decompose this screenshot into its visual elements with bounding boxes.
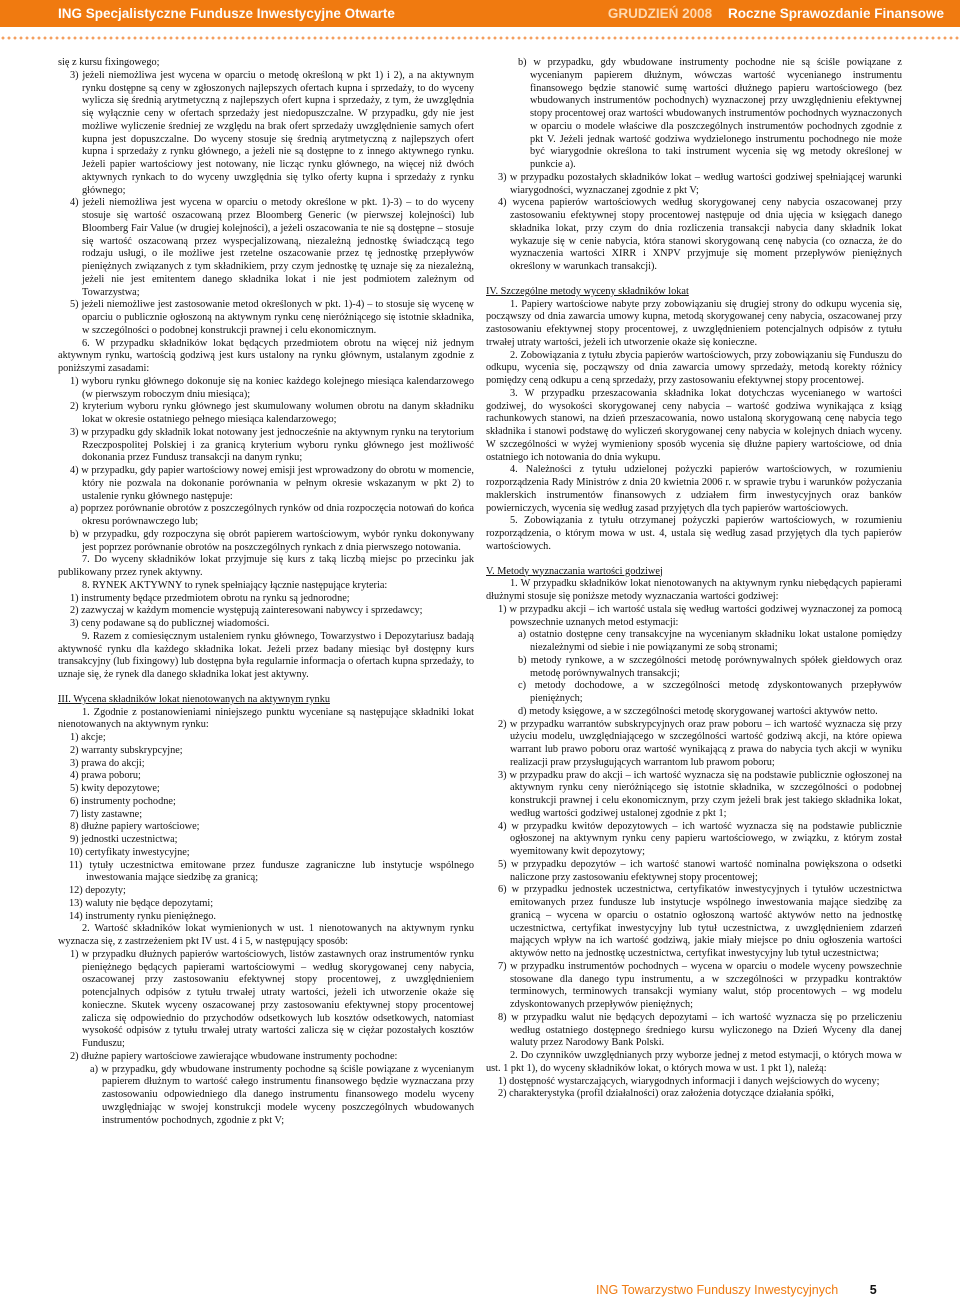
paragraph: 5. Zobowiązania z tytułu otrzymanej pożyczki papierów wartościowych, w rozumieniu rozporządzenia, o którym mowa w ust. 4, ustala się według zasad przyjętych dla tych papierów wartościowych. <box>486 515 902 552</box>
list-item: 6) instrumenty pochodne; <box>70 795 176 807</box>
paragraph: 2. Zobowiązania z tytułu zbycia papierów wartościowych, przy zobowiązaniu się Funduszu do odkupu, wycenia się, począwszy od dnia zawarcia umowy sprzedaży, metodą korekty różnicy pomiędzy ceną odkupu a ceną sprzedaży, przy zastosowaniu efektywnej stopy procentowej. <box>486 349 902 386</box>
list-item: 6) w przypadku jednostek uczestnictwa, certyfikatów inwestycyjnych i tytułów uczestnictwa emitowanych przez fundusze lub instytucje wspólnego inwestowania mające siedzibę za granicą – wycena w oparciu o ostatnio ogłoszoną wartość aktywów netto na jednostkę uczestnictwa, certyfikat inwestycyjny lub tytuł uczestnictwa, z uwzględnieniem zdarzeń mających wpływ na ich wartość godziwą, jakie miały miejsce po dniu ogłoszenia wartości aktywów netto na jednostkę uczestnictwa, certyfikat inwestycyjny lub tytuł uczestnictwa; <box>498 884 902 959</box>
paragraph: 3. W przypadku przeszacowania składnika lokat dotychczas wycenianego w wartości godziwej, do wysokości skorygowanej ceny nabycia – wartość godziwa wynikająca z ksiąg rachunkowych stanowi, na dzień przeszacowania, nowo ustaloną skorygowaną cenę nabycia tego składnika i stanowi podstawę do wyliczeń skorygowanej ceny nabycia w kolejnych dniach wyceny. W szczególności w wyżej wymieniony sposób wycenia się dłużne papiery wartościowe, od dnia ostatniego ich notowania do dnia wykupu. <box>486 387 902 463</box>
list-item: 3) ceny podawane są do publicznej wiadomości. <box>70 618 270 629</box>
list-item: 4) w przypadku kwitów depozytowych – ich wartość wyznacza się na podstawie publicznie ogłoszonej na aktywnym rynku ceny papieru wartościowego, w związku, z którym został wyemitowany kwit depozytowy; <box>498 820 902 857</box>
sub-list-item: b) w przypadku, gdy wbudowane instrumenty pochodne nie są ściśle powiązane z wycenianym papierem dłużnym, wówczas wartość wycenianego instrumentu finansowego będzie stanowić sumę wartości dłużnego papieru wartościowego (bez wbudowanych instrumentów pochodnych) wyznaczonej przy uwzględnieniu efektywnej stopy procentowej oraz wartości wbudowanych instrumentów pochodnych wyznaczonych w oparciu o modele właściwe dla poszczególnych instrumentów pochodnych zgodnie z pkt V. Jeżeli jednak wartość godziwa wydzielonego instrumentu pochodnego nie może być wiarygodnie określona to taki instrument wycenia się wg metody określonej w punkcie a). <box>518 57 903 170</box>
report-header-bar <box>0 0 960 27</box>
list-item: 2) dłużne papiery wartościowe zawierające wbudowane instrumenty pochodne: <box>70 1050 398 1062</box>
list-item: 12) depozyty; <box>69 885 126 896</box>
list-item: 8) w przypadku walut nie będących depozytami – ich wartość wyznacza się po przeliczeniu według ostatniego dostępnego średniego kursu wyliczonego na Dzień Wyceny dla danej waluty przez Narodowy Bank Polski. <box>498 1011 902 1049</box>
list-item: 8) dłużne papiery wartościowe; <box>70 821 200 833</box>
list-item: 13) waluty nie będące depozytami; <box>69 897 214 909</box>
sub-list-item: a) w przypadku, gdy wbudowane instrumenty pochodne są ściśle powiązane z wycenianym papierem dłużnym to wartość całego instrumentu finansowego będzie wyznaczana przy zastosowaniu odpowiedniego dla danego instrumentu finansowego modelu wyceny uwzględniając w swojej konstrukcji modele wyceny poszczególnych wbudowanych instrumentów pochodnych, zgodnie z pkt V; <box>90 1063 474 1126</box>
list-item: 3) prawa do akcji; <box>70 757 145 769</box>
paragraph: 1. Papiery wartościowe nabyte przy zobowiązaniu się drugiej strony do odkupu wycenia się, począwszy od dnia zawarcia umowy kupna, metodą skorygowanej ceny nabycia, oszacowanej przy zastosowaniu efektywnej stopy procentowej, z uwzględnieniem potencjalnych odpisów z tytułu trwałej utraty wartości, jeżeli ich utworzenie okaże się konieczne. <box>486 298 902 348</box>
paragraph: 2. Do czynników uwzględnianych przy wyborze jednej z metod estymacji, o których mowa w ust. 1 pkt 1), do wyceny składników lokat, o których mowa w ust. 1 pkt 1), należą: <box>486 1050 902 1074</box>
section-heading: III. Wycena składników lokat nienotowanych na aktywnym rynku <box>58 693 330 705</box>
footer-company: ING Towarzystwo Funduszy Inwestycyjnych <box>596 1283 839 1297</box>
report-type: Roczne Sprawozdanie Finansowe <box>727 6 944 21</box>
list-item: 2) charakterystyka (profil działalności) oraz założenia dotyczące działania spółki, <box>498 1088 834 1100</box>
list-item: 2) w przypadku warrantów subskrypcyjnych oraz praw poboru – ich wartość wyznacza się przy użyciu modelu, uwzględniającego w szczególności wartość godziwą akcji, na które opiewa warrant lub prawo poboru oraz wartość wynikającą z prawa do nabycia tych akcji w wyniku realizacji praw przysługujących warrantom lub prawom poboru; <box>498 718 902 768</box>
sub-list-item: d) metody księgowe, a w szczególności metodę skorygowanej wartości aktywów netto. <box>518 705 878 717</box>
paragraph: 4. Należności z tytułu udzielonej pożyczki papierów wartościowych, w rozumieniu rozporządzenia Rady Ministrów z dnia 20 kwietnia 2006 r. w sprawie trybu i warunków pożyczania maklerskich instrumentów finansowych z udziałem firm inwestycyjnych oraz banków powierniczych, wycenia się według zasad przyjętych dla tych papierów wartościowych. <box>486 464 902 514</box>
page-footer <box>596 1283 877 1297</box>
list-item: 5) kwity depozytowe; <box>70 783 160 794</box>
sub-list-item: c) metody dochodowe, a w szczególności metodę zdyskontowanych przepływów pieniężnych; <box>518 680 902 704</box>
list-item: 3) w przypadku pozostałych składników lokat – według wartości godziwej spełniającej warunki wiarygodności, wyznaczanej zgodnie z pkt V; <box>498 171 902 196</box>
list-item: 1) wyboru rynku głównego dokonuje się na koniec każdego kolejnego miesiąca kalendarzowego (w pierwszym roboczym dniu miesiąca); <box>70 375 474 400</box>
list-item: 4) wycena papierów wartościowych według skorygowanej ceny nabycia oszacowanej przy zastosowaniu efektywnej stopy procentowej następuje od dnia ujęcia w księgach danego składnika lokat, przy czym do dnia rozliczenia transakcji nabycia dany składnik lokat wykazuje się w cenie nabycia, która stanowi skorygowaną cenę nabycia (co oznacza, że do wyznaczenia wartości XIRR i XNPV przyjmuje się moment przepływów pieniężnych określony w warunkach transakcji). <box>498 197 902 272</box>
sub-list-item: b) metody rynkowe, a w szczególności metodę porównywalnych spółek giełdowych oraz metodę porównywalnych transakcji; <box>518 654 902 679</box>
list-item: 4) jeżeli niemożliwa jest wycena w oparciu o metody określone w pkt. 1)-3) – to do wyceny stosuje się wartość oszacowaną przez Bloomberg Generic (w pierwszej kolejności) lub Bloomberg Fair Value (w drugiej kolejności), a jeżeli oszacowania te nie są dostępne – stosuje się wartość oszacowaną przez wyspecjalizowaną, niezależną jednostkę świadczącą tego rodzaju usługi, o ile możliwe jest rzetelne oszacowanie przez tę jednostkę przepływów pieniężnych związanych z tym składnikiem, przy czym jednostkę tę uznaje się za niezależną, jeżeli nie jest emitentem danego składnika lokat i nie jest podmiotem zależnym od Towarzystwa; <box>70 197 474 298</box>
list-item: 5) w przypadku depozytów – ich wartość stanowi wartość nominalna powiększona o odsetki naliczone przy zastosowaniu efektywnej stopy procentowej; <box>498 858 902 883</box>
left-column <box>58 57 474 1127</box>
paragraph: 1. W przypadku składników lokat nienotowanych na aktywnym rynku niebędących papierami dłużnymi stosuje się poniższe metody wyznaczania wartości godziwej: <box>486 578 902 602</box>
list-item: 2) warranty subskrypcyjne; <box>70 744 183 756</box>
list-item: 3) w przypadku gdy składnik lokat notowany jest jednocześnie na aktywnym rynku na terytorium Rzeczpospolitej Polskiej i za granicą kryterium wyboru rynku głównego jest możliwość dokonania przez Fundusz transakcji na danym rynku; <box>70 426 474 464</box>
paragraph: 2. Wartość składników lokat wymienionych w ust. 1 nienotowanych na aktywnym rynku wyznacza się, z zastrzeżeniem pkt IV ust. 4 i 5, w następujący sposób: <box>58 923 474 947</box>
list-item: 1) instrumenty będące przedmiotem obrotu na rynku są jednorodne; <box>70 592 350 604</box>
list-item: 4) w przypadku, gdy papier wartościowy nowej emisji jest wprowadzony do obrotu w momencie, który nie pozwala na dokonanie porównania w pełnym okresie wskazanym w pkt 2) to ustalenie rynku głównego następuje: <box>70 465 474 502</box>
header-right <box>608 6 944 21</box>
list-item: 1) dostępność wystarczających, wiarygodnych informacji i danych wejściowych do wyceny; <box>498 1075 880 1087</box>
list-item: 1) w przypadku akcji – ich wartość ustala się według wartości godziwej wyznaczonej za pomocą powszechnie uznanych metod estymacji: <box>498 603 902 628</box>
list-item: 7) listy zastawne; <box>70 808 143 820</box>
list-item: 3) w przypadku praw do akcji – ich wartość wyznacza się na podstawie publicznie ogłoszonej na aktywnym rynku ceny nieróżniącego się istotnie składnika, w szczególności o podobnej konstrukcji prawnej i celu ekonomicznym, przy czym jeżeli brak jest takiego składnika lokat, według wartości godziwej ustalonej zgodnie z pkt 1; <box>498 769 902 819</box>
list-item: 3) jeżeli niemożliwa jest wycena w oparciu o metodę określoną w pkt 1) i 2), a na aktywnym rynku dostępne są ceny w zgłoszonych najlepszych ofertach kupna i sprzedaży, to do wyceny wylicza się średnią arytmetyczną z najlepszych ofert kupna i sprzedaży, z tym, że uwzględnia się wyłącznie ceny w ofertach sprzedaży jest niedopuszczalne. W przypadku, gdy nie jest możliwe wyliczenie średniej ze względu na brak ofert sprzedaży uwzględnienie samych ofert kupna jest dopuszczalne. Do wyceny stosuje się średnią arytmetyczną z najlepszych ofert kupna i sprzedaży z rynku głównego, a jeżeli nie są dostępne to z innego aktywnego rynku. Jeżeli papier wartościowy jest notowany, nie licząc rynku głównego, na więcej niż dwóch aktywnych rynkach to do wyceny uwzględnia się tylko oferty kupna i sprzedaży z rynku głównego; <box>70 69 474 196</box>
list-item: 2) kryterium wyboru rynku głównego jest skumulowany wolumen obrotu na danym składniku lokat w okresie ostatniego pełnego miesiąca kalendarzowego; <box>70 401 474 425</box>
report-date: GRUDZIEŃ 2008 <box>607 6 713 21</box>
list-item: 1) akcje; <box>70 732 106 743</box>
paragraph: 8. RYNEK AKTYWNY to rynek spełniający łącznie następujące kryteria: <box>82 579 388 591</box>
paragraph: 6. W przypadku składników lokat będących przedmiotem obrotu na więcej niż jednym aktywnym rynku, wartością godziwą jest kurs ustalony na rynku głównym, ustalanym zgodnie z poniższymi zasadami: <box>58 337 474 374</box>
list-item: 10) certyfikaty inwestycyjne; <box>69 846 190 858</box>
fund-name: ING Specjalistyczne Fundusze Inwestycyjne Otwarte <box>58 6 395 21</box>
paragraph: 1. Zgodnie z postanowieniami niniejszego punktu wyceniane są następujące składniki lokat nienotowanych na aktywnym rynku: <box>58 706 474 731</box>
list-item: 1) w przypadku dłużnych papierów wartościowych, listów zastawnych oraz instrumentów rynku pieniężnego będących papierami wartościowymi – według skorygowanej ceny nabycia, oszacowanej przy zastosowaniu efektywnej stopy procentowej, z uwzględnieniem potencjalnych odpisów z tytułu trwałej utraty wartości, jeżeli ich utworzenie okaże się konieczne. Skutek wyceny oszacowanej przy zastosowaniu efektywnej stopy procentowej zalicza się odpowiednio do przychodów odsetkowych lub kosztów odsetkowych, natomiast wysokość odpisów z tytułu trwałej utraty wartości zalicza się w ciężar pozostałych kosztów Funduszu; <box>70 948 474 1049</box>
list-item: 14) instrumenty rynku pieniężnego. <box>69 910 216 922</box>
right-column <box>486 57 902 1101</box>
dotted-divider <box>0 35 960 41</box>
list-item: 4) prawa poboru; <box>70 770 141 782</box>
sub-list-item: b) w przypadku, gdy rozpoczyna się obrót papierem wartościowym, wybór rynku dokonywany jest poprzez porównanie obrotów na poszczególnych rynkach z dnia pierwszego notowania. <box>70 528 474 553</box>
list-item: 9) jednostki uczestnictwa; <box>70 834 178 845</box>
paragraph: 7. Do wyceny składników lokat przyjmuje się kurs z taką liczbą miejsc po przecinku jak publikowany przez rynek aktywny. <box>58 554 474 578</box>
paragraph: się z kursu fixingowego; <box>58 57 160 68</box>
section-heading: IV. Szczególne metody wyceny składników lokat <box>486 285 689 297</box>
paragraph: 9. Razem z comiesięcznym ustaleniem rynku głównego, Towarzystwo i Depozytariusz badają aktywność rynku dla każdego składnika lokat. Jeżeli przez badany miesiąc był dostępny kurs transakcyjny (lub fixingowy) lub dostępna była regularnie informacja o ofertach kupna sprzedaży, to uznaje się, że rynek dla danego składnika lokat jest aktywny. <box>58 630 474 680</box>
list-item: 7) w przypadku instrumentów pochodnych – wycena w oparciu o modele wyceny powszechnie stosowane dla danego typu instrumentu, a w szczególności w przypadku kontraktów terminowych, terminowych transakcji wymiany walut, stóp procentowych – wg modelu zdyskontowanych przepływów pieniężnych; <box>498 960 902 1010</box>
sub-list-item: a) ostatnio dostępne ceny transakcyjne na wycenianym składniku lokat ustalone pomiędzy niezależnymi od siebie i nie powiązanymi ze sobą stronami; <box>518 629 902 653</box>
list-item: 5) jeżeli niemożliwe jest zastosowanie metod określonych w pkt. 1)-4) – to stosuje się wycenę w oparciu o publicznie ogłoszoną na aktywnym rynku cenę nieróżniącego się istotnie składnika, w szczególności o podobnej konstrukcji prawnej i celu ekonomicznym. <box>70 299 474 336</box>
list-item: 2) zazwyczaj w każdym momencie występują zainteresowani nabywcy i sprzedawcy; <box>70 605 423 617</box>
section-heading: V. Metody wyznaczania wartości godziwej <box>486 565 663 577</box>
page-number: 5 <box>869 1283 877 1297</box>
sub-list-item: a) poprzez porównanie obrotów z poszczególnych rynków od dnia rozpoczęcia notowań do końca okresu porównawczego lub; <box>70 503 474 527</box>
list-item: 11) tytuły uczestnictwa emitowane przez fundusze zagraniczne lub instytucje wspólnego inwestowania mające siedzibę za granicą; <box>69 859 474 884</box>
